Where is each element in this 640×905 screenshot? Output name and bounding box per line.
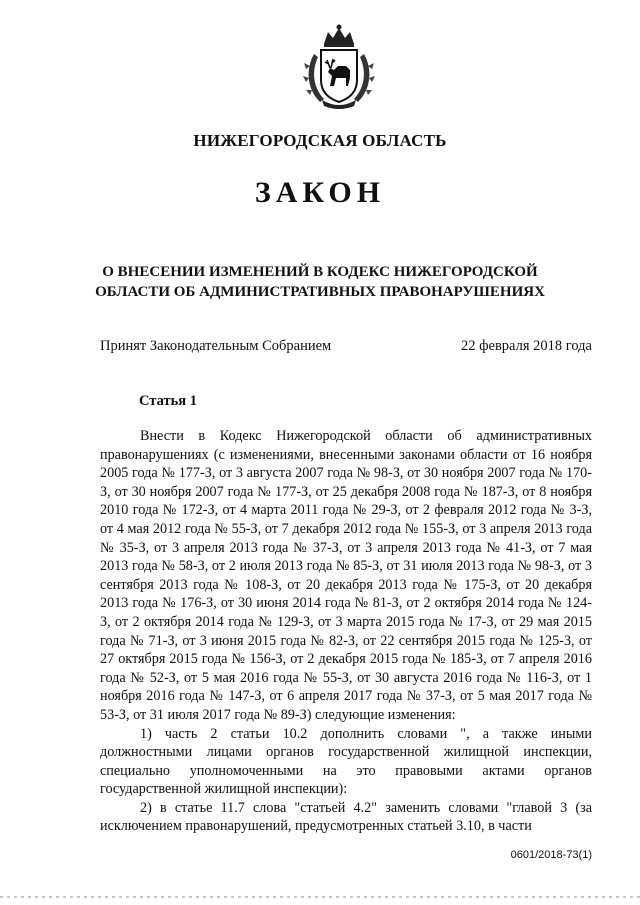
document-type: ЗАКОН bbox=[254, 176, 386, 209]
paragraph-item-2: 2) в статье 11.7 слова "статьей 4.2" заменить словами "главой 3 (за исключением правонарушений, предусмотренных статьей 3.10, в части bbox=[100, 799, 592, 835]
article-body bbox=[100, 427, 592, 836]
law-title-line-2: ОБЛАСТИ ОБ АДМИНИСТРАТИВНЫХ ПРАВОНАРУШЕНИЯХ bbox=[95, 284, 545, 300]
law-title bbox=[60, 262, 580, 302]
paragraph-item-1: 1) часть 2 статьи 10.2 дополнить словами ", а также иными должностными лицами органов государственной жилищной инспекции, специально уполномоченными на это правовыми актами органов государственной жилищной инспекции): bbox=[100, 725, 592, 798]
adoption-date: 22 февраля 2018 года bbox=[460, 338, 592, 354]
article-heading: Статья 1 bbox=[139, 393, 197, 409]
scan-edge-divider bbox=[0, 896, 640, 898]
adoption-label: Принят Законодательным Собранием bbox=[100, 338, 332, 354]
document-code: 0601/2018-73(1) bbox=[510, 849, 592, 861]
region-name: НИЖЕГОРОДСКАЯ ОБЛАСТЬ bbox=[193, 131, 447, 150]
adoption-line bbox=[100, 338, 592, 355]
law-title-line-1: О ВНЕСЕНИИ ИЗМЕНЕНИЙ В КОДЕКС НИЖЕГОРОДСКОЙ bbox=[102, 264, 538, 280]
coat-of-arms-icon bbox=[300, 22, 378, 110]
paragraph-intro: Внести в Кодекс Нижегородской области об административных правонарушениях (с изменениями, внесенными законами области от 16 ноября 2005 года № 177-З, от 3 августа 2007 года № 98-З, от 30 ноября 2007 года № 170-З, от 30 ноября 2007 года № 177-З, от 25 декабря 2008 года № 187-З, от 8 ноября 2010 года № 172-З, от 4 марта 2011 года № 29-З, от 2 февраля 2012 года № 3-З, от 4 мая 2012 года № 55-З, от 7 декабря 2012 года № 155-З, от 3 апреля 2013 года № 35-З, от 3 апреля 2013 года № 37-З, от 3 апреля 2013 года № 41-З, от 7 мая 2013 года № 58-З, от 2 июля 2013 года № 85-З, от 31 июля 2013 года № 98-З, от 3 сентября 2013 года № 108-З, от 20 декабря 2013 года № 175-З, от 20 декабря 2013 года № 176-З, от 30 июня 2014 года № 81-З, от 2 октября 2014 года № 124-З, от 2 октября 2014 года № 129-З, от 3 марта 2015 года № 17-З, от 29 мая 2015 года № 71-З, от 3 июня 2015 года № 82-З, от 22 сентября 2015 года № 125-З, от 27 октября 2015 года № 156-З, от 2 декабря 2015 года № 185-З, от 7 апреля 2016 года № 52-З, от 5 мая 2016 года № 55-З, от 30 августа 2016 года № 116-З, от 1 ноября 2016 года № 147-З, от 6 апреля 2017 года № 37-З, от 5 мая 2017 года № 53-З, от 31 июля 2017 года № 89-З) следующие изменения: bbox=[100, 428, 592, 723]
